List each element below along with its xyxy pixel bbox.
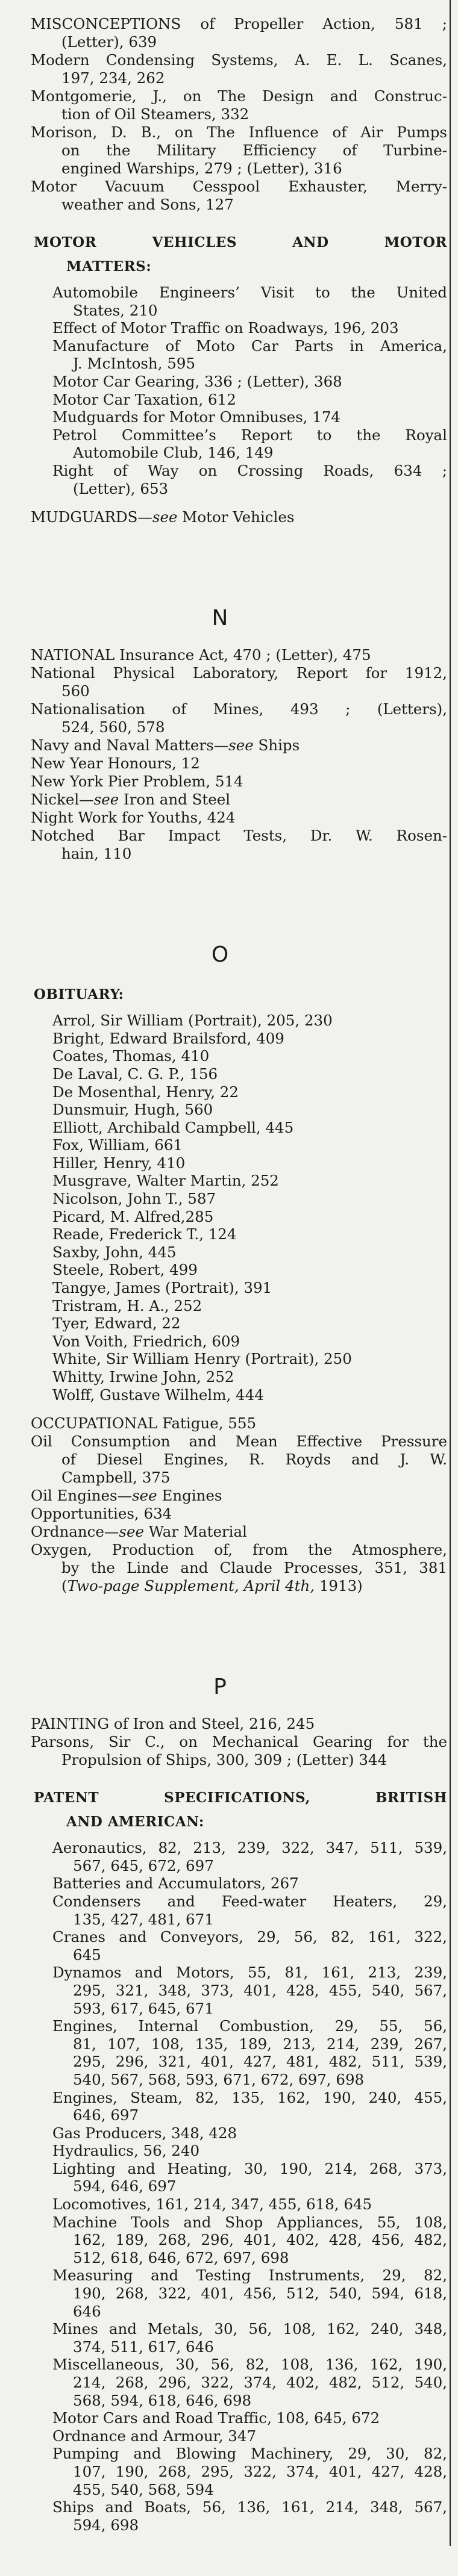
index-line: Manufacture of Moto Car Parts in America, [52, 337, 447, 355]
index-entry [0, 773, 458, 791]
index-entry [0, 827, 458, 863]
index-line: Tangye, James (Portrait), 391 [52, 1279, 272, 1297]
index-line: Campbell, 375 [61, 1469, 171, 1487]
index-subentry [0, 2356, 458, 2409]
index-line: of Diesel Engines, R. Royds and J. W. [61, 1451, 447, 1469]
index-subentry [0, 1208, 458, 1226]
index-entry [0, 1414, 458, 1433]
index-line: 374, 511, 617, 646 [73, 2338, 214, 2356]
italic-text: Two-page Supplement, April 4th, [67, 1577, 315, 1595]
index-line: Oxygen, Production of, from the Atmosphere, [31, 1541, 447, 1559]
italic-text: see [228, 736, 254, 754]
index-line: OBITUARY: [34, 986, 124, 1003]
text-segment: Oil Engines— [31, 1487, 133, 1505]
index-line: Picard, M. Alfred,285 [52, 1207, 214, 1225]
index-line: Automobile Engineers’ Visit to the United [52, 284, 447, 301]
index-subentry [0, 391, 458, 409]
index-line: PATENT SPECIFICATIONS, BRITISH [34, 1790, 447, 1806]
index-subentry [0, 2266, 458, 2320]
index-line: Motor Car Taxation, 612 [52, 390, 236, 408]
index-line: 560 [61, 682, 90, 700]
index-entry [0, 1523, 458, 1541]
index-line: Whitty, Irwine John, 252 [52, 1368, 234, 1386]
index-line: Bright, Edward Brailsford, 409 [52, 1029, 284, 1047]
index-line: Wolff, Gustave Wilhelm, 444 [52, 1386, 264, 1404]
index-line: 645 [73, 1946, 101, 1964]
index-entry [0, 1433, 458, 1487]
index-line: Hydraulics, 56, 240 [52, 2142, 200, 2160]
index-line: Mudguards for Motor Omnibuses, 174 [52, 408, 341, 426]
index-subentry [0, 373, 458, 391]
index-line: New York Pier Problem, 514 [31, 773, 243, 791]
text-segment: War Material [143, 1523, 247, 1541]
index-line: Pumping and Blowing Machinery, 29, 30, 82, [52, 2445, 447, 2463]
index-subentry [0, 1350, 458, 1368]
index-line: Fox, William, 661 [52, 1136, 183, 1154]
index-entry [0, 1505, 458, 1523]
index-line: Hiller, Henry, 410 [52, 1154, 186, 1172]
index-line: New Year Honours, 12 [31, 754, 200, 773]
text-segment: 1913) [315, 1577, 363, 1595]
index-line: Locomotives, 161, 214, 347, 455, 618, 645 [52, 2195, 372, 2214]
index-line: De Laval, C. G. P., 156 [52, 1065, 218, 1083]
index-line: 512, 618, 646, 672, 697, 698 [73, 2248, 289, 2266]
index-line: J. McIntosh, 595 [73, 355, 196, 373]
index-subentry [0, 1874, 458, 1893]
index-subentry [0, 1279, 458, 1297]
subentry-group [0, 284, 458, 497]
index-subentry [0, 2409, 458, 2427]
index-line: Parsons, Sir C., on Mechanical Gearing for the [31, 1733, 447, 1751]
index-line: Engines, Internal Combustion, 29, 55, 56, [52, 2017, 447, 2035]
index-line: tion of Oil Steamers, 332 [61, 105, 249, 123]
index-line: Elliott, Archibald Campbell, 445 [52, 1118, 294, 1136]
index-line: Lighting and Heating, 30, 190, 214, 268, 373, [52, 2159, 447, 2177]
index-line: Automobile Club, 146, 149 [73, 444, 274, 462]
index-line: hain, 110 [61, 845, 132, 863]
index-line: Tristram, H. A., 252 [52, 1296, 202, 1314]
index-line: 455, 540, 568, 594 [73, 2480, 214, 2498]
index-line: Aeronautics, 82, 213, 239, 322, 347, 511, 539, [52, 1839, 447, 1857]
index-line: AND AMERICAN: [66, 1814, 204, 1831]
index-line: National Physical Laboratory, Report for 1912, [31, 664, 447, 682]
index-line: Oil Consumption and Mean Effective Pressure [31, 1433, 447, 1451]
index-line: Arrol, Sir William (Portrait), 205, 230 [52, 1012, 333, 1030]
index-entry [0, 1715, 458, 1733]
index-entry [0, 51, 458, 87]
index-subentry [0, 284, 458, 319]
index-line: Motor Car Gearing, 336 ; (Letter), 368 [52, 372, 342, 390]
index-entry [0, 123, 458, 178]
index-line: Cranes and Conveyors, 29, 56, 82, 161, 322, [52, 1928, 447, 1946]
index-line: Ships and Boats, 56, 136, 161, 214, 348, 567, [52, 2498, 447, 2516]
index-line: States, 210 [73, 301, 158, 319]
index-entry [0, 646, 458, 664]
index-line: weather and Sons, 127 [61, 196, 234, 213]
index-line [31, 1523, 447, 1541]
index-subentry [0, 462, 458, 497]
index-subentry [0, 408, 458, 426]
index-line: De Mosenthal, Henry, 22 [52, 1083, 239, 1101]
index-line: 214, 268, 296, 322, 374, 402, 482, 512, 540, [73, 2374, 447, 2391]
letter-divider: P [213, 1675, 227, 1700]
index-subentry [0, 1225, 458, 1243]
index-subentry [0, 1119, 458, 1137]
index-line: Condensers and Feed-water Heaters, 29, [52, 1892, 447, 1910]
index-line: PAINTING of Iron and Steel, 216, 245 [31, 1715, 315, 1733]
index-subentry [0, 1928, 458, 1964]
index-subentry [0, 319, 458, 337]
index-line: Measuring and Testing Instruments, 29, 82, [52, 2266, 447, 2285]
index-entry [0, 178, 458, 214]
index-subentry [0, 426, 458, 462]
index-subentry [0, 2017, 458, 2088]
index-subentry [0, 1333, 458, 1351]
index-entry [0, 736, 458, 754]
section-heading [0, 1786, 458, 1834]
index-subentry [0, 2498, 458, 2534]
index-entry [0, 1733, 458, 1769]
index-line: engined Warships, 279 ; (Letter), 316 [61, 160, 342, 177]
index-line [31, 1487, 447, 1505]
index-line: 594, 646, 697 [73, 2177, 177, 2195]
index-line: Miscellaneous, 30, 56, 82, 108, 136, 162, 190, [52, 2356, 447, 2374]
index-subentry [0, 1154, 458, 1172]
index-subentry [0, 1172, 458, 1190]
index-subentry [0, 1314, 458, 1333]
index-subentry [0, 337, 458, 373]
index-subentry [0, 1243, 458, 1262]
index-subentry [0, 2160, 458, 2195]
text-segment: Iron and Steel [119, 791, 231, 809]
index-line [31, 508, 447, 526]
index-line: Nationalisation of Mines, 493 ; (Letters), [31, 700, 447, 718]
index-line: Morison, D. B., on The Influence of Air Pumps [31, 123, 447, 141]
index-line: MOTOR VEHICLES AND MOTOR [34, 234, 447, 250]
index-line: OCCUPATIONAL Fatigue, 555 [31, 1414, 257, 1433]
index-line: Motor Cars and Road Traffic, 108, 645, 672 [52, 2409, 380, 2427]
text-segment: Navy and Naval Matters— [31, 736, 229, 754]
index-entry [0, 700, 458, 736]
subentry-group [0, 1839, 458, 2534]
index-subentry [0, 1101, 458, 1119]
index-subentry [0, 1261, 458, 1279]
index-line: 135, 427, 481, 671 [73, 1910, 214, 1928]
index-line: Engines, Steam, 82, 135, 162, 190, 240, 455, [52, 2088, 447, 2106]
index-entry [0, 1487, 458, 1505]
index-line: Ordnance and Armour, 347 [52, 2427, 257, 2445]
index-entry [0, 15, 458, 51]
index-line: 295, 321, 348, 373, 401, 428, 455, 540, 567, [73, 1981, 447, 1999]
index-subentry [0, 1065, 458, 1083]
index-line: 646, 697 [73, 2106, 139, 2124]
index-line: 81, 107, 108, 135, 189, 213, 214, 239, 267, [73, 2035, 447, 2053]
index-line: NATIONAL Insurance Act, 470 ; (Letter), 475 [31, 646, 371, 664]
index-subentry [0, 1012, 458, 1030]
index-line: Saxby, John, 445 [52, 1243, 177, 1261]
section-heading [0, 231, 458, 279]
index-line: on the Military Efficiency of Turbine- [61, 142, 447, 159]
index-subentry [0, 1136, 458, 1154]
index-line: by the Linde and Claude Processes, 351, 381 [61, 1559, 447, 1577]
index-line: Tyer, Edward, 22 [52, 1314, 181, 1333]
index-line: 197, 234, 262 [61, 69, 165, 87]
index-line: Montgomerie, J., on The Design and Construc- [31, 87, 447, 105]
index-line: 295, 296, 321, 401, 427, 481, 482, 511, 539, [73, 2053, 447, 2071]
index-subentry [0, 1047, 458, 1065]
letter-divider: O [211, 942, 229, 968]
italic-text: see [132, 1487, 157, 1505]
index-subentry [0, 1083, 458, 1101]
index-line: Von Voith, Friedrich, 609 [52, 1332, 240, 1350]
index-subentry [0, 2142, 458, 2160]
text-segment: Engines [157, 1487, 222, 1505]
index-entry [0, 809, 458, 827]
text-segment: ( [61, 1577, 67, 1595]
index-line: 593, 617, 645, 671 [73, 1999, 214, 2017]
index-entry [0, 508, 458, 526]
index-subentry [0, 2195, 458, 2214]
index-entry [0, 791, 458, 809]
index-line [61, 1577, 447, 1595]
index-line: 524, 560, 578 [61, 718, 165, 736]
index-subentry [0, 2320, 458, 2356]
text-segment: MUDGUARDS— [31, 508, 152, 526]
index-line: Modern Condensing Systems, A. E. L. Scanes, [31, 51, 447, 69]
index-entry [0, 664, 458, 700]
index-subentry [0, 2124, 458, 2142]
index-line: Batteries and Accumulators, 267 [52, 1874, 299, 1893]
index-line: (Letter), 653 [73, 479, 169, 497]
index-entry [0, 1541, 458, 1595]
index-line: MISCONCEPTIONS of Propeller Action, 581 ; [31, 15, 447, 33]
index-subentry [0, 2445, 458, 2498]
index-entry [0, 754, 458, 773]
index-line [31, 791, 447, 809]
text-segment: Ordnance— [31, 1523, 119, 1541]
index-line [31, 736, 447, 754]
index-line: Musgrave, Walter Martin, 252 [52, 1172, 279, 1190]
italic-text: see [93, 791, 119, 809]
index-subentry [0, 1030, 458, 1048]
subentry-group [0, 1012, 458, 1404]
italic-text: see [152, 508, 178, 526]
index-line: Propulsion of Ships, 300, 309 ; (Letter) 344 [61, 1751, 387, 1769]
index-line: 190, 268, 322, 401, 456, 512, 540, 594, 618, [73, 2285, 447, 2303]
index-line: 540, 567, 568, 593, 671, 672, 697, 698 [73, 2070, 365, 2088]
index-line: Gas Producers, 348, 428 [52, 2124, 237, 2142]
index-line: Reade, Frederick T., 124 [52, 1225, 237, 1243]
index-subentry [0, 1368, 458, 1386]
index-line: Nicolson, John T., 587 [52, 1190, 216, 1208]
index-line: Coates, Thomas, 410 [52, 1047, 210, 1065]
index-line: Mines and Metals, 30, 56, 108, 162, 240, 348, [52, 2320, 447, 2338]
section-heading [0, 983, 458, 1007]
index-line: Petrol Committee’s Report to the Royal [52, 426, 447, 444]
index-line: White, Sir William Henry (Portrait), 250 [52, 1350, 352, 1368]
index-line: 162, 189, 268, 296, 401, 402, 428, 456, 482, [73, 2231, 447, 2249]
index-line: (Letter), 639 [61, 33, 157, 51]
index-line: MATTERS: [66, 258, 152, 275]
text-segment: Motor Vehicles [177, 508, 295, 526]
index-line: 567, 645, 672, 697 [73, 1856, 214, 1874]
text-segment: Nickel— [31, 791, 94, 809]
index-line: Steele, Robert, 499 [52, 1261, 198, 1279]
index-line: Night Work for Youths, 424 [31, 809, 236, 827]
index-subentry [0, 1964, 458, 2017]
index-line: 107, 190, 268, 295, 322, 374, 401, 427, 428, [73, 2462, 447, 2480]
index-line: Effect of Motor Traffic on Roadways, 196, 203 [52, 319, 399, 337]
index-subentry [0, 1190, 458, 1208]
index-subentry [0, 1839, 458, 1874]
index-subentry [0, 1297, 458, 1315]
index-line: Opportunities, 634 [31, 1505, 172, 1523]
index-line: Dunsmuir, Hugh, 560 [52, 1101, 213, 1119]
index-subentry [0, 2214, 458, 2267]
index-line: Machine Tools and Shop Appliances, 55, 108, [52, 2213, 447, 2231]
index-line: Motor Vacuum Cesspool Exhauster, Merry- [31, 178, 447, 195]
index-line: Dynamos and Motors, 55, 81, 161, 213, 239, [52, 1964, 447, 1982]
index-subentry [0, 2089, 458, 2124]
index-subentry [0, 2427, 458, 2445]
italic-text: see [119, 1523, 144, 1541]
index-line: 594, 698 [73, 2516, 139, 2534]
index-subentry [0, 1386, 458, 1404]
index-page [0, 15, 458, 2545]
text-segment: Ships [253, 736, 300, 754]
index-line: Right of Way on Crossing Roads, 634 ; [52, 461, 447, 479]
index-subentry [0, 1893, 458, 1928]
index-line: 646 [73, 2302, 101, 2320]
index-line: 568, 594, 618, 646, 698 [73, 2391, 252, 2409]
letter-divider: N [212, 606, 228, 631]
index-entry [0, 87, 458, 123]
index-line: Notched Bar Impact Tests, Dr. W. Rosen- [31, 827, 447, 845]
